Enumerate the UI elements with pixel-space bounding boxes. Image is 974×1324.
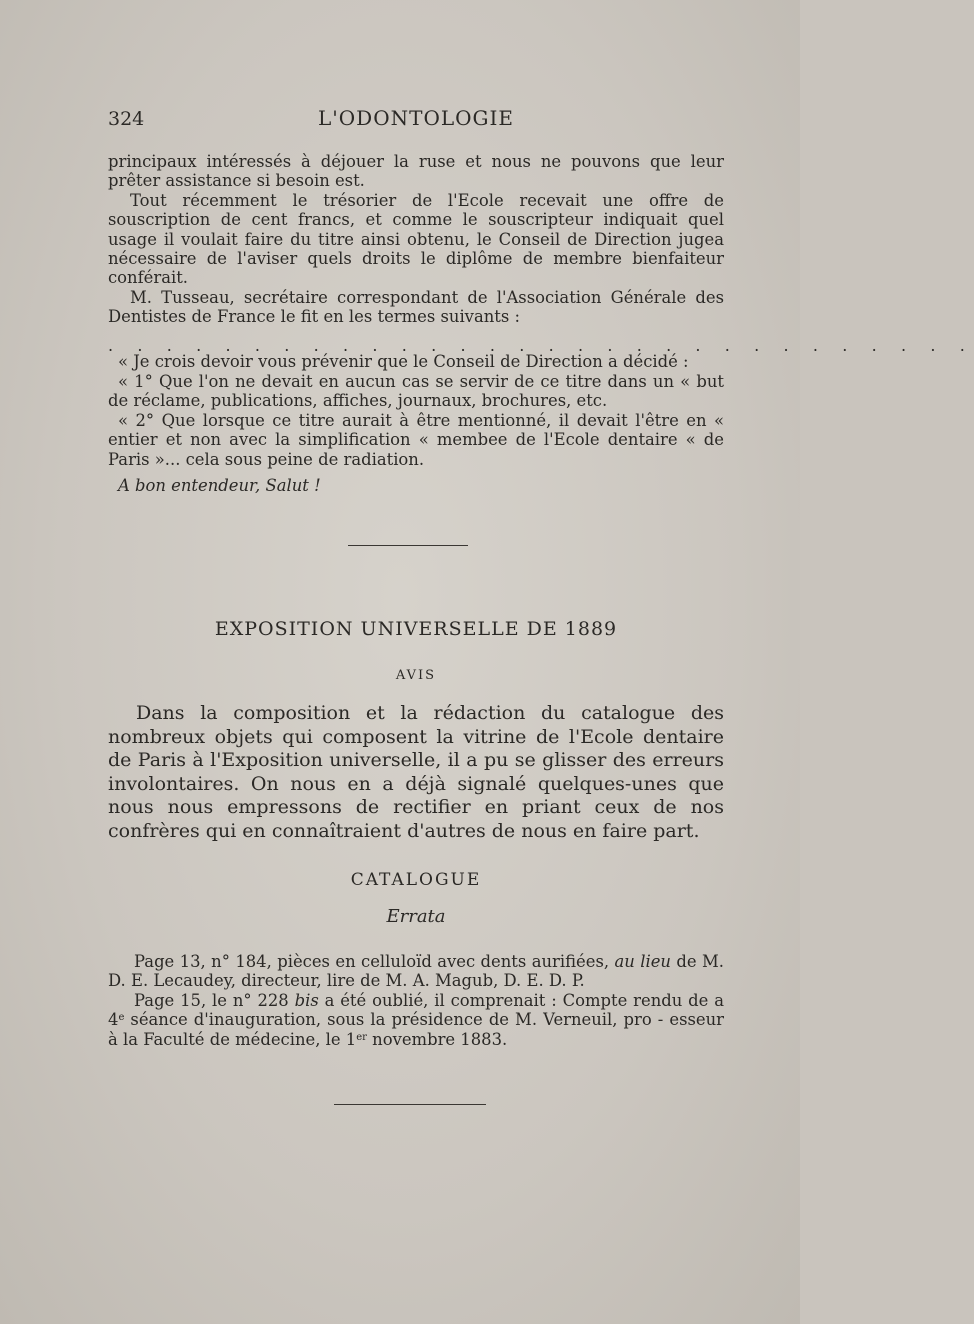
section-divider	[348, 545, 468, 546]
errata-entry-2-sup-2: er	[356, 1031, 367, 1043]
heading-errata: Errata	[386, 906, 446, 927]
page-header	[108, 102, 724, 132]
body-section-exposition	[108, 702, 724, 844]
errata-entry-2-text-b: a été oublié, il comprenait : Compte rendu de a 4	[108, 990, 724, 1030]
ellipsis-line: . . . . . . . . . . . . . . . . . . . . . . . . . . . . . .	[108, 336, 974, 355]
paragraph-tusseau: M. Tusseau, secrétaire correspondant de l'Association Générale des Dentistes de France le fit en les termes suivants :	[108, 287, 724, 327]
errata-list	[108, 952, 724, 1049]
quoted-letter	[108, 352, 724, 495]
errata-entry-1-text-b: de M. D. E. Lecaudey, directeur, lire de M. A. Magub, D. E. D. P.	[108, 952, 725, 991]
section-subtitle-avis: AVIS	[395, 668, 437, 683]
body-section-1	[108, 152, 724, 327]
quote-line-2: « 1° Que l'on ne devait en aucun cas se servir de ce titre dans un « but de réclame, publications, affiches, journaux, brochures, etc.	[108, 371, 724, 411]
paragraph-continuation: principaux intéressés à déjouer la ruse et nous ne pouvons que leur prêter assistance si besoin est.	[108, 152, 724, 191]
errata-entry-2-emphasis: bis	[294, 990, 319, 1010]
running-title: L'ODONTOLOGIE	[318, 106, 514, 130]
quote-line-3: « 2° Que lorsque ce titre aurait à être mentionné, il devait l'être en « entier et non avec la simplification « membee de l'Ecole dentaire « de Paris »... cela sous peine de radiation.	[108, 410, 724, 469]
quote-line-1: « Je crois devoir vous prévenir que le Conseil de Direction a décidé :	[118, 352, 689, 371]
errata-entry-1	[108, 952, 724, 991]
errata-entry-2-text-d: novembre 1883.	[366, 1029, 508, 1049]
paragraph-souscription: Tout récemment le trésorier de l'Ecole recevait une offre de souscription de cent francs, et comme le souscripteur indiquait quel usage il voulait faire du titre ainsi obtenu, le Conseil de Direction jugea nécessaire de l'aviser quels droits le diplôme de membre bienfaiteur conférait.	[108, 190, 724, 288]
errata-entry-2-text-c: séance d'inauguration, sous la présidence de M. Verneuil, pro - esseur à la Faculté de médecine, le 1	[108, 1010, 724, 1049]
end-divider	[334, 1104, 486, 1105]
page-number: 324	[108, 108, 145, 130]
errata-entry-1-emphasis: au lieu	[614, 952, 671, 971]
paragraph-avis: Dans la composition et la rédaction du catalogue des nombreux objets qui composent la vitrine de l'Ecole dentaire de Paris à l'Exposition universelle, il a pu se glisser des erreurs involontaires. On nous en a déjà signalé quelques-unes que nous nous empressons de rectifier en priant ceux de nos confrères qui en connaîtraient d'autres de nous en faire part.	[108, 702, 724, 842]
errata-entry-2-sup-1: e	[118, 1012, 125, 1024]
section-title-exposition: EXPOSITION UNIVERSELLE DE 1889	[214, 618, 618, 640]
quote-signoff: A bon entendeur, Salut !	[118, 475, 321, 495]
errata-entry-2-text-a: Page 15, le n° 228	[134, 990, 295, 1010]
errata-entry-2	[108, 991, 724, 1049]
errata-entry-1-text-a: Page 13, n° 184, pièces en celluloïd avec dents aurifiées,	[134, 952, 615, 971]
heading-catalogue: CATALOGUE	[350, 870, 482, 890]
